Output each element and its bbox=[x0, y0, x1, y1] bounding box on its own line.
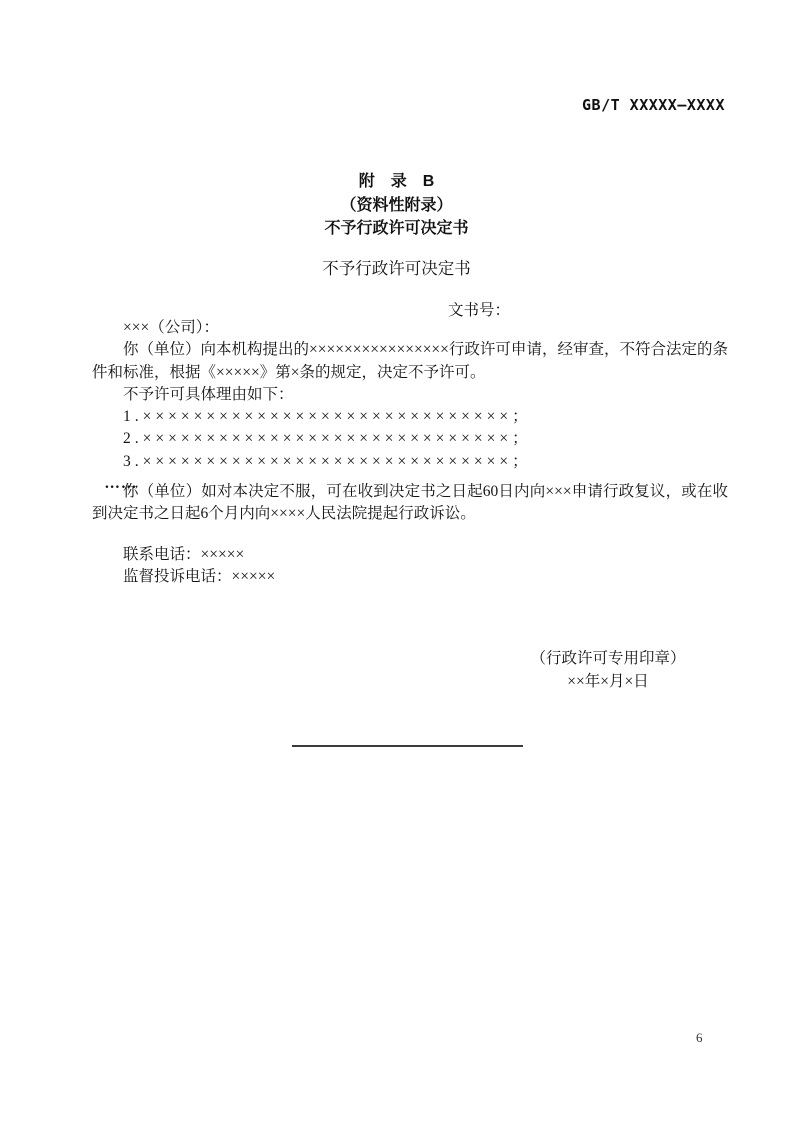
doc-number-label: 文书号： bbox=[448, 302, 511, 319]
date-line: ××年×月×日 bbox=[567, 672, 649, 690]
seal-block bbox=[498, 648, 718, 693]
salutation: ×××（公司）： bbox=[123, 319, 219, 336]
reason-item-2: 2.×××××××××××××××××××××××××××××； bbox=[123, 430, 532, 448]
contact-section bbox=[92, 544, 728, 589]
document-title: 不予行政许可决定书 bbox=[322, 259, 471, 278]
signature-rule bbox=[292, 745, 523, 747]
contact-phone-line: 联系电话：××××× bbox=[123, 546, 245, 563]
reasons-intro: 不予许可具体理由如下： bbox=[123, 385, 294, 403]
page-number: 6 bbox=[696, 1030, 703, 1045]
reason-item-1: 1.×××××××××××××××××××××××××××××； bbox=[123, 408, 532, 426]
reasons-ellipsis: …… bbox=[104, 475, 138, 493]
reason-item-3: 3.×××××××××××××××××××××××××××××； bbox=[123, 452, 532, 470]
appeal-paragraph: 你（单位）如对本决定不服，可在收到决定书之日起60日内向×××申请行政复议，或在收到决定书之日起6个月内向××××人民法院提起行政诉讼。 bbox=[92, 483, 728, 523]
intro-paragraph: 你（单位）向本机构提出的××××××××××××××××行政许可申请，经审查，不符合法定的条件和标准，根据《×××××》第×条的规定，决定不予许可。 bbox=[92, 341, 728, 381]
body-main bbox=[92, 317, 728, 495]
body-appeal bbox=[92, 481, 728, 526]
appendix-type: （资料性附录） bbox=[340, 196, 453, 214]
standard-number-header: GB/T XXXXX—XXXX bbox=[582, 96, 725, 114]
appendix-label: 附 录 B bbox=[358, 173, 435, 190]
appendix-subject: 不予行政许可决定书 bbox=[324, 220, 469, 237]
seal-note: （行政许可专用印章） bbox=[530, 650, 686, 667]
appendix-heading bbox=[0, 170, 793, 241]
complaint-phone-line: 监督投诉电话：××××× bbox=[123, 568, 276, 586]
